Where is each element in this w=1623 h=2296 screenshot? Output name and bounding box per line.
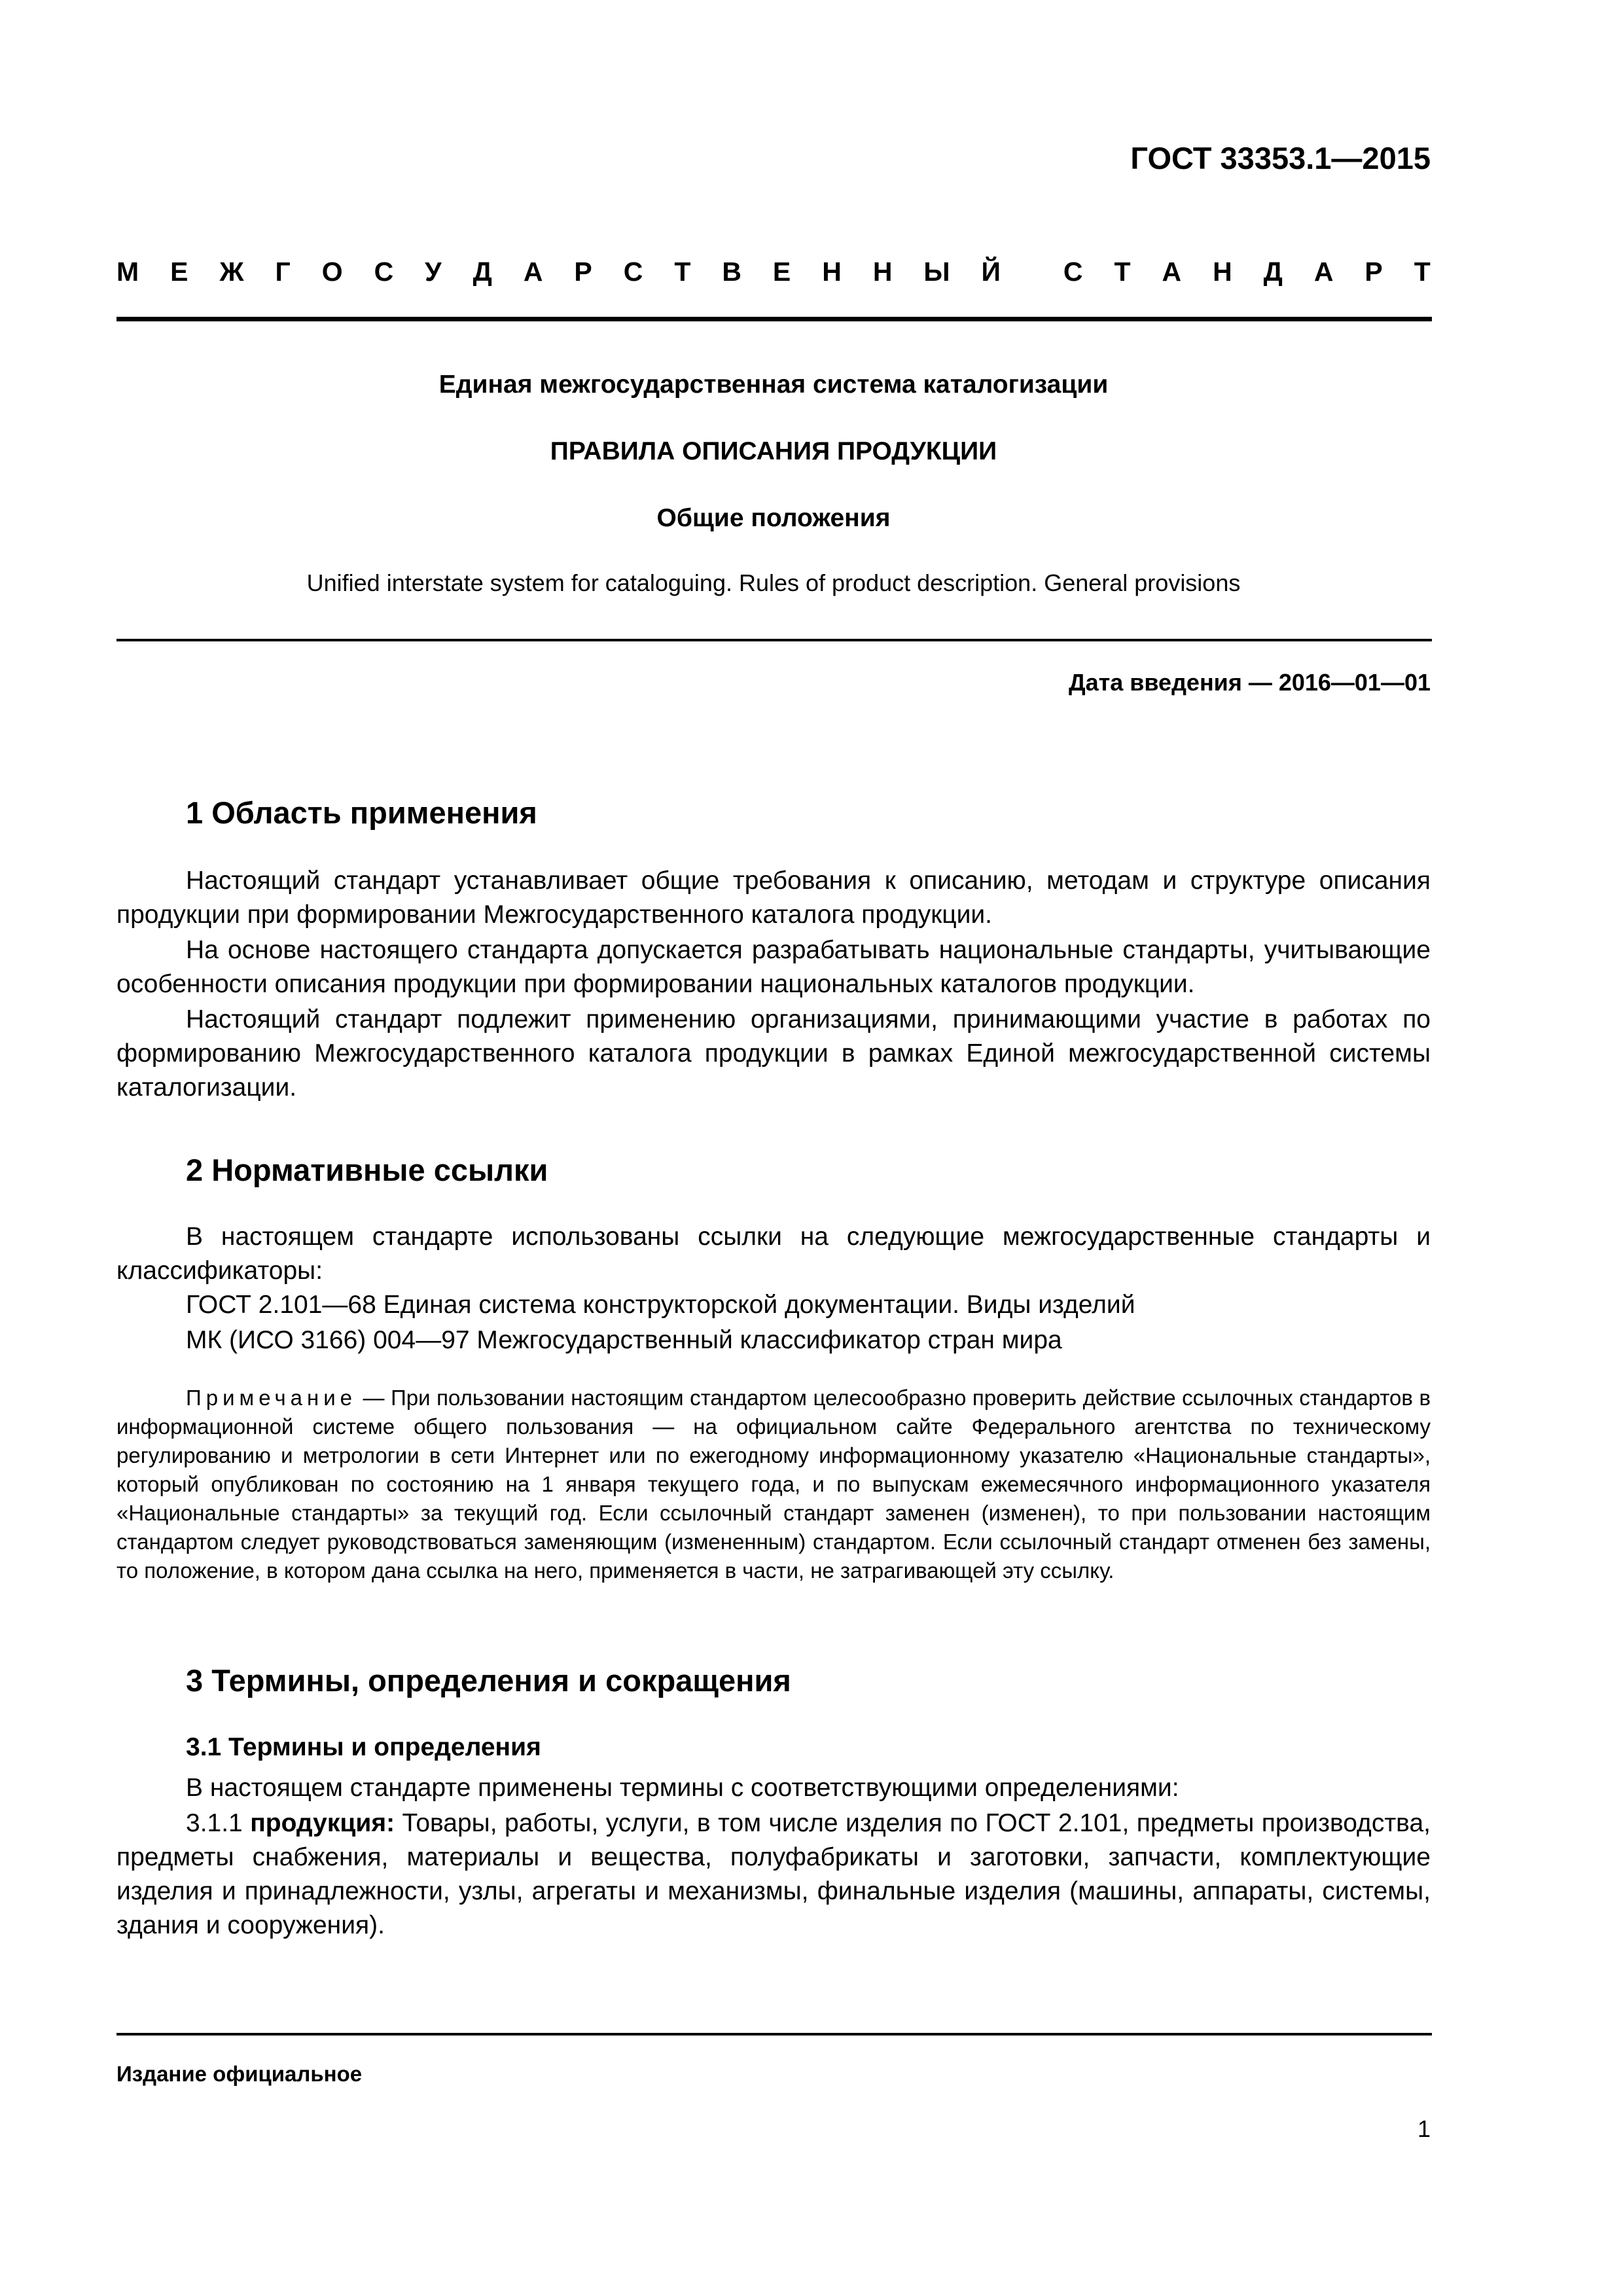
paragraph: Настоящий стандарт устанавливает общие требования к описанию, методам и структуре описания продукции при формировании Межгосударственного каталога продукции. <box>116 867 1431 929</box>
term-number: 3.1.1 <box>186 1809 243 1837</box>
heading-letter: Т <box>1114 257 1131 287</box>
heading-letter: Д <box>473 257 492 287</box>
heading-letter: Н <box>1213 257 1232 287</box>
header-divider <box>116 317 1432 321</box>
system-title: Единая межгосударственная система каталогизации <box>438 370 1109 399</box>
heading-letter: Ж <box>219 257 244 287</box>
heading-letter: М <box>116 257 139 287</box>
standard-number: ГОСТ 33353.1—2015 <box>1130 141 1431 175</box>
document-type-heading <box>116 257 1431 287</box>
heading-letter: Е <box>170 257 188 287</box>
heading-letter: Ы <box>923 257 950 287</box>
note-text: — При пользовании настоящим стандартом целесообразно проверить действие ссылочных стандартов в информационной системе общего пользования — на официальном сайте Федерального агентства по техническому регулированию и метрологии в сети Интернет или по ежегодному информационному указателю «Национальные стандарты», который опубликован по состоянию на 1 января текущего года, и по выпускам ежемесячного информационного указателя «Национальные стандарты» за текущий год. Если ссылочный стандарт заменен (изменен), то при пользовании настоящим стандартом следует руководствоваться заменяющим (измененным) стандартом. Если ссылочный стандарт отменен без замены, то положение, в котором дана ссылка на него, применяется в части, не затрагивающей эту ссылку. <box>116 1386 1431 1583</box>
title-divider <box>116 639 1432 641</box>
heading-letter: Г <box>275 257 291 287</box>
heading-letter: Н <box>822 257 842 287</box>
term-text: Товары, работы, услуги, в том числе изделия по ГОСТ 2.101, предметы производства, предметы снабжения, материалы и вещества, полуфабрикаты и заготовки, запчасти, комплектующие изделия и принадлежности, узлы, агрегаты и механизмы, финальные изделия (машины, аппараты, системы, здания и сооружения). <box>116 1809 1431 1939</box>
heading-letter: В <box>722 257 741 287</box>
reference-item: МК (ИСО 3166) 004—97 Межгосударственный классификатор стран мира <box>186 1326 1062 1354</box>
english-title: Unified interstate system for cataloguing. Rules of product description. General provisions <box>306 569 1241 596</box>
heading-letter: Р <box>574 257 592 287</box>
heading-letter: А <box>523 257 543 287</box>
section-heading-references: 2 Нормативные ссылки <box>186 1153 548 1187</box>
paragraph: Настоящий стандарт подлежит применению организациями, принимающими участие в работах по формированию Межгосударственного каталога продукции в рамках Единой межгосударственной системы каталогизации. <box>116 1005 1431 1102</box>
heading-letter: О <box>321 257 343 287</box>
heading-letter: Т <box>674 257 691 287</box>
heading-letter: У <box>425 257 442 287</box>
heading-letter: Й <box>981 257 1001 287</box>
page-number: 1 <box>1417 2115 1431 2142</box>
intro-date: Дата введения — 2016—01—01 <box>1068 669 1431 696</box>
heading-letter: Т <box>1414 257 1431 287</box>
edition-label: Издание официальное <box>116 2062 363 2086</box>
term-definition <box>116 1806 1431 1943</box>
subtitle: Общие положения <box>656 504 891 532</box>
heading-letter: С <box>1063 257 1083 287</box>
heading-letter: А <box>1162 257 1182 287</box>
heading-letter: Е <box>772 257 791 287</box>
main-title: ПРАВИЛА ОПИСАНИЯ ПРОДУКЦИИ <box>550 437 997 465</box>
heading-letter: С <box>374 257 394 287</box>
heading-letter: Н <box>872 257 893 287</box>
note <box>116 1384 1431 1585</box>
note-label: Примечание <box>186 1386 357 1410</box>
reference-item: ГОСТ 2.101—68 Единая система конструкторской документации. Виды изделий <box>186 1291 1135 1319</box>
footer-divider <box>116 2033 1432 2036</box>
heading-letter: Д <box>1263 257 1283 287</box>
paragraph: В настоящем стандарте использованы ссылки на следующие межгосударственные стандарты и классификаторы: <box>116 1223 1431 1285</box>
heading-letter: С <box>623 257 643 287</box>
section-heading-scope: 1 Область применения <box>186 795 537 830</box>
paragraph: В настоящем стандарте применены термины с соответствующими определениями: <box>186 1774 1179 1802</box>
subsection-heading-terms: 3.1 Термины и определения <box>186 1733 541 1761</box>
term-name: продукция: <box>250 1809 395 1837</box>
heading-letter: А <box>1313 257 1334 287</box>
heading-letter: Р <box>1364 257 1383 287</box>
section-heading-terms: 3 Термины, определения и сокращения <box>186 1663 791 1698</box>
paragraph: На основе настоящего стандарта допускается разрабатывать национальные стандарты, учитывающие особенности описания продукции при формировании национальных каталогов продукции. <box>116 936 1431 998</box>
